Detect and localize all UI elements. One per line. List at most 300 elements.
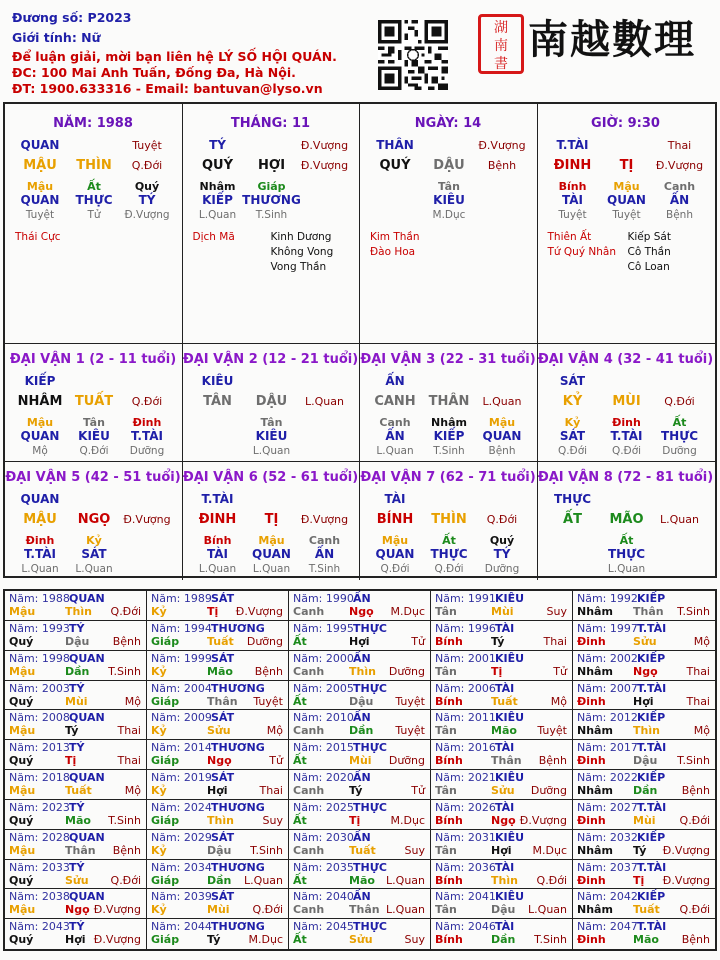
year-branch: Dần <box>633 784 658 797</box>
year-branch: Sửu <box>633 634 657 648</box>
year-life-stage: Mộ <box>693 634 710 648</box>
shen-sha-right: Vong Thần <box>270 261 327 273</box>
year-branch: Dậu <box>65 634 90 648</box>
ten-god: KIẾP <box>433 429 465 443</box>
year-ten-god: T.TÀI <box>637 920 667 934</box>
year-cell <box>573 681 715 711</box>
dai-van-can: BÍNH <box>376 512 414 527</box>
year-ten-god: ẤN <box>353 830 371 844</box>
year-ten-god: KIẾP <box>637 890 666 904</box>
hidden-stem: Mậu <box>613 180 640 193</box>
ten-god: QUAN <box>252 547 291 561</box>
life-stage: Tuyệt <box>612 209 641 221</box>
hidden-stem: Quý <box>134 180 160 193</box>
year-stem: Quý <box>9 754 34 768</box>
life-stage: Đ.Vượng <box>124 209 170 221</box>
year-branch: Hợi <box>349 634 370 648</box>
year-life-stage: Bệnh <box>681 933 710 947</box>
year-cell <box>147 770 289 800</box>
life-stage: T.Sinh <box>308 563 341 575</box>
year-stem: Quý <box>9 873 34 887</box>
year-stem: Giáp <box>151 754 180 768</box>
dai-van-right-star: L.Quan <box>305 395 344 408</box>
year-label: Năm: 2028 <box>9 830 70 844</box>
life-stage: M.Dục <box>432 209 466 221</box>
year-branch: Thìn <box>491 873 518 887</box>
year-stem: Bính <box>435 813 463 827</box>
life-stage: Q.Đới <box>611 445 642 457</box>
dai-van-right-star: Đ.Vượng <box>123 513 171 526</box>
year-branch: Mão <box>349 873 375 887</box>
year-branch: Ngọ <box>349 605 374 618</box>
life-stage: L.Quan <box>75 563 113 575</box>
year-branch: Sửu <box>349 933 373 947</box>
life-stage: Q.Đới <box>557 445 588 457</box>
year-ten-god: KIÊU <box>495 890 525 904</box>
year-label: Năm: 2011 <box>435 711 496 725</box>
year-label: Năm: 1998 <box>9 651 70 665</box>
year-label: Năm: 2027 <box>577 800 638 814</box>
year-stem: Kỷ <box>151 724 167 738</box>
pillar-right-star: Đ.Vượng <box>655 159 704 172</box>
ten-god: QUAN <box>607 193 646 207</box>
year-stem: Ất <box>293 634 307 648</box>
year-ten-god: TÝ <box>69 920 85 934</box>
year-cell <box>289 889 431 919</box>
year-label: Năm: 2004 <box>151 681 212 695</box>
year-cell <box>289 651 431 681</box>
hidden-stem: Nhâm <box>199 180 236 193</box>
year-cell <box>147 591 289 621</box>
year-stem: Bính <box>435 694 463 708</box>
year-stem: Ất <box>293 813 307 827</box>
year-stem: Tân <box>435 724 457 738</box>
year-label: Năm: 2007 <box>577 681 638 695</box>
hidden-stem: Mậu <box>26 416 54 429</box>
year-label: Năm: 2039 <box>151 890 212 904</box>
year-stem: Nhâm <box>577 724 613 738</box>
year-ten-god: TÀI <box>495 741 515 755</box>
year-life-stage: Đ.Vượng <box>93 933 141 947</box>
ten-god: TÝ <box>138 193 156 207</box>
life-stage: Q.Đới <box>380 563 410 575</box>
year-cell <box>431 740 573 770</box>
pillar-title: THÁNG: 11 <box>230 116 311 131</box>
year-branch: Mão <box>65 813 91 827</box>
hidden-stem: Đinh <box>132 416 162 429</box>
gender: Giới tính: Nữ <box>12 30 101 45</box>
year-branch: Hợi <box>633 694 654 708</box>
year-branch: Tý <box>349 784 363 797</box>
life-stage: L.Quan <box>198 209 237 221</box>
year-ten-god: QUAN <box>69 771 105 784</box>
year-cell <box>573 830 715 860</box>
year-cell <box>573 860 715 890</box>
year-ten-god: THỰC <box>353 860 387 874</box>
year-life-stage: Tử <box>269 754 283 768</box>
shen-sha-right: Cô Thần <box>627 246 671 258</box>
address-line: ĐC: 100 Mai Anh Tuấn, Đống Đa, Hà Nội. <box>12 65 296 80</box>
year-stem: Canh <box>293 664 325 678</box>
year-cell <box>431 919 573 949</box>
dai-van-right-star: Đ.Vượng <box>300 513 349 526</box>
year-life-stage: Suy <box>546 605 567 618</box>
year-life-stage: Bệnh <box>254 664 283 678</box>
year-life-stage: Q.Đới <box>536 873 567 887</box>
dai-van-can: TÂN <box>203 394 232 409</box>
year-stem: Giáp <box>151 634 180 648</box>
year-label: Năm: 1997 <box>577 621 638 635</box>
year-life-stage: Bệnh <box>112 843 141 857</box>
year-branch: Ngọ <box>633 664 658 678</box>
year-cell <box>573 710 715 740</box>
year-stem: Mậu <box>9 605 36 618</box>
year-life-stage: Tử <box>411 634 425 648</box>
year-ten-god: TÝ <box>69 800 85 814</box>
dai-van-title: ĐẠI VẬN 7 (62 - 71 tuổi) <box>360 470 536 485</box>
year-branch: Tý <box>207 933 221 947</box>
year-cell <box>5 770 147 800</box>
year-life-stage: Dưỡng <box>388 664 425 678</box>
dai-van-chi: DẬU <box>255 394 288 409</box>
year-cell <box>289 591 431 621</box>
hidden-stem: Bính <box>203 534 232 547</box>
year-branch: Dậu <box>633 754 658 768</box>
year-cell <box>5 710 147 740</box>
shen-sha-left: Thái Cực <box>15 231 61 243</box>
year-life-stage: Tử <box>411 784 425 797</box>
year-cell <box>431 591 573 621</box>
contact-line: Để luận giải, mời bạn liên hệ LÝ SỐ HỘI QUÁN. <box>12 49 337 64</box>
hidden-stem: Kỷ <box>564 416 581 429</box>
year-life-stage: Tử <box>553 664 567 678</box>
ten-god: QUAN <box>20 193 60 207</box>
year-cell <box>5 860 147 890</box>
year-cell <box>147 621 289 651</box>
dai-van-cell <box>183 344 361 462</box>
year-cell <box>431 770 573 800</box>
year-branch: Hợi <box>491 843 512 857</box>
dai-van-right-star: L.Quan <box>660 513 699 526</box>
year-life-stage: Thai <box>686 664 710 678</box>
year-ten-god: KIÊU <box>495 651 525 665</box>
ten-god: ẤN <box>669 193 690 207</box>
year-label: Năm: 2042 <box>577 890 638 904</box>
year-branch: Tuất <box>207 634 234 648</box>
hidden-stem: Giáp <box>257 180 286 193</box>
hidden-stem: Tân <box>83 416 105 429</box>
life-stage: Q.Đới <box>79 445 109 457</box>
year-label: Năm: 2000 <box>293 651 354 665</box>
year-ten-god: ẤN <box>353 592 371 605</box>
year-ten-god: THƯƠNG <box>211 741 265 755</box>
year-branch: Hợi <box>65 933 86 947</box>
ten-god: QUAN <box>482 429 522 443</box>
year-ten-god: TÀI <box>495 860 515 874</box>
year-branch: Tuất <box>349 843 376 857</box>
hidden-stem: Mậu <box>258 534 285 547</box>
year-ten-god: TÀI <box>495 681 515 695</box>
pillar-top-right: Thai <box>667 139 692 152</box>
year-cell <box>5 591 147 621</box>
year-label: Năm: 2032 <box>577 830 638 844</box>
year-life-stage: Đ.Vượng <box>662 873 710 887</box>
year-label: Năm: 2010 <box>293 711 354 725</box>
year-label: Năm: 2016 <box>435 741 496 755</box>
year-ten-god: THƯƠNG <box>211 681 265 695</box>
ten-god: SÁT <box>81 547 107 561</box>
year-label: Năm: 2026 <box>435 800 496 814</box>
year-stem: Quý <box>9 813 34 827</box>
dai-van-chi: TỊ <box>264 512 279 527</box>
year-ten-god: TÝ <box>69 741 85 755</box>
pillar-cell <box>183 104 361 344</box>
year-life-stage: T.Sinh <box>250 843 283 857</box>
hidden-stem: Tân <box>260 416 283 429</box>
year-life-stage: Mộ <box>550 694 567 708</box>
year-ten-god: TÀI <box>495 920 515 934</box>
year-cell <box>573 770 715 800</box>
hidden-stem: Ất <box>619 534 634 547</box>
ten-god: THỰC <box>75 193 113 207</box>
year-branch: Dần <box>207 873 232 887</box>
year-life-stage: L.Quan <box>386 903 425 917</box>
year-cell <box>147 860 289 890</box>
year-cell <box>289 919 431 949</box>
year-stem: Nhâm <box>577 903 613 917</box>
year-stem: Nhâm <box>577 605 613 618</box>
dai-van-title: ĐẠI VẬN 2 (12 - 21 tuổi) <box>182 352 359 367</box>
year-label: Năm: 2005 <box>293 681 354 695</box>
header <box>0 0 720 100</box>
logo-text: 南越數理 <box>528 16 696 63</box>
year-ten-god: THƯƠNG <box>211 800 265 814</box>
year-label: Năm: 2031 <box>435 830 496 844</box>
year-label: Năm: 2033 <box>9 860 70 874</box>
dai-van-cell <box>538 344 716 462</box>
year-life-stage: Tuyệt <box>395 724 425 738</box>
life-stage: Mộ <box>32 445 48 457</box>
year-branch: Tý <box>491 634 505 648</box>
year-stem: Bính <box>435 634 463 648</box>
ten-god: SÁT <box>559 429 586 443</box>
life-stage: L.Quan <box>607 563 646 575</box>
qr-code-icon <box>378 20 448 90</box>
year-stem: Đinh <box>577 933 606 947</box>
dai-van-cell <box>5 462 183 580</box>
year-cell <box>431 621 573 651</box>
year-label: Năm: 1989 <box>151 592 212 605</box>
year-stem: Bính <box>435 754 463 768</box>
year-ten-god: T.TÀI <box>637 681 667 695</box>
year-stem: Bính <box>435 873 463 887</box>
yearly-luck-table <box>3 589 717 951</box>
dai-van-cell <box>360 462 538 580</box>
year-stem: Đinh <box>577 873 606 887</box>
year-branch: Thân <box>65 843 96 857</box>
pillar-can: ĐINH <box>553 158 592 173</box>
year-branch: Thân <box>349 903 380 917</box>
year-ten-god: SÁT <box>211 771 235 784</box>
dai-van-cell <box>5 344 183 462</box>
year-label: Năm: 2036 <box>435 860 496 874</box>
year-life-stage: T.Sinh <box>677 754 710 768</box>
shen-sha-right: Cô Loan <box>627 261 670 273</box>
life-stage: Dưỡng <box>662 445 697 457</box>
dai-van-title: ĐẠI VẬN 5 (42 - 51 tuổi) <box>5 470 181 485</box>
hidden-stem: Đinh <box>25 534 55 547</box>
year-ten-god: THỰC <box>353 800 387 814</box>
year-ten-god: TÀI <box>495 621 515 635</box>
year-branch: Tị <box>207 605 219 618</box>
year-ten-god: SÁT <box>211 592 235 605</box>
year-label: Năm: 2008 <box>9 711 70 725</box>
owner-name: Đương số: P2023 <box>12 10 132 25</box>
dai-van-title: ĐẠI VẬN 8 (72 - 81 tuổi) <box>537 470 714 485</box>
hidden-stem: Mậu <box>26 180 54 193</box>
year-label: Năm: 2017 <box>577 741 638 755</box>
year-branch: Tuất <box>65 784 92 797</box>
dai-van-chi: TUẤT <box>74 394 114 409</box>
year-cell <box>147 681 289 711</box>
year-label: Năm: 2022 <box>577 771 638 784</box>
dai-van-title: ĐẠI VẬN 1 (2 - 11 tuổi) <box>9 352 177 367</box>
year-branch: Dần <box>349 724 374 738</box>
year-ten-god: SÁT <box>211 830 235 844</box>
life-stage: L.Quan <box>376 445 414 457</box>
year-ten-god: QUAN <box>69 890 105 904</box>
dai-van-can: CANH <box>374 394 416 409</box>
year-life-stage: Thai <box>117 724 141 738</box>
year-stem: Quý <box>9 933 34 947</box>
year-label: Năm: 1994 <box>151 621 212 635</box>
year-branch: Tị <box>349 813 361 827</box>
year-life-stage: Thai <box>686 694 710 708</box>
year-cell <box>289 830 431 860</box>
year-stem: Tân <box>435 843 457 857</box>
year-ten-god: QUAN <box>69 830 105 844</box>
pillar-top-right: Đ.Vượng <box>478 139 526 152</box>
year-stem: Kỷ <box>151 605 167 618</box>
pillar-top-star: THÂN <box>376 138 414 152</box>
pillar-can: QUÝ <box>201 158 234 173</box>
year-branch: Mùi <box>65 694 88 708</box>
year-label: Năm: 2023 <box>9 800 70 814</box>
year-branch: Tý <box>65 724 79 738</box>
year-cell <box>5 621 147 651</box>
ten-god: KIÊU <box>255 429 288 443</box>
shen-sha-right: Kiếp Sát <box>627 231 671 243</box>
year-stem: Kỷ <box>151 784 167 797</box>
year-branch: Tuất <box>491 694 518 708</box>
dai-van-can: KỶ <box>562 394 583 409</box>
hidden-stem: Mậu <box>488 416 516 429</box>
dai-van-top-star: KIẾP <box>24 374 56 388</box>
year-cell <box>5 919 147 949</box>
year-branch: Thìn <box>207 813 234 827</box>
year-life-stage: Suy <box>404 933 425 947</box>
year-branch: Tị <box>65 754 77 768</box>
year-life-stage: Q.Đới <box>110 605 141 618</box>
year-label: Năm: 2021 <box>435 771 496 784</box>
pillar-top-star: QUAN <box>20 138 60 152</box>
year-life-stage: Dưỡng <box>388 754 425 768</box>
year-cell <box>431 710 573 740</box>
year-ten-god: KIẾP <box>637 771 666 784</box>
year-stem: Giáp <box>151 694 180 708</box>
year-label: Năm: 2043 <box>9 920 70 934</box>
pillar-title: NGÀY: 14 <box>414 116 482 131</box>
year-stem: Tân <box>435 605 457 618</box>
year-cell <box>147 919 289 949</box>
year-stem: Ất <box>293 754 307 768</box>
dai-van-top-star: ẤN <box>385 374 405 388</box>
year-cell <box>147 889 289 919</box>
year-label: Năm: 1988 <box>9 592 70 605</box>
year-label: Năm: 1990 <box>293 592 354 605</box>
year-life-stage: Mộ <box>266 724 283 738</box>
year-stem: Đinh <box>577 694 606 708</box>
year-ten-god: T.TÀI <box>637 741 667 755</box>
life-stage: Q.Đới <box>434 563 464 575</box>
dai-van-right-star: L.Quan <box>482 395 522 408</box>
year-cell <box>289 800 431 830</box>
pillar-cell <box>360 104 538 344</box>
year-stem: Đinh <box>577 813 606 827</box>
year-cell <box>573 740 715 770</box>
year-ten-god: ẤN <box>353 890 371 904</box>
dai-van-top-star: SÁT <box>559 374 586 388</box>
life-stage: Bệnh <box>666 209 693 221</box>
year-cell <box>147 800 289 830</box>
year-stem: Mậu <box>9 724 36 738</box>
year-label: Năm: 2003 <box>9 681 70 695</box>
life-stage: L.Quan <box>198 563 237 575</box>
year-label: Năm: 2001 <box>435 651 496 665</box>
hidden-stem: Nhâm <box>431 416 467 429</box>
ten-god: TÝ <box>493 547 511 561</box>
year-cell <box>5 740 147 770</box>
year-cell <box>289 681 431 711</box>
year-stem: Kỷ <box>151 664 167 678</box>
year-life-stage: Mộ <box>124 694 141 708</box>
hidden-stem: Canh <box>308 534 341 547</box>
hidden-stem: Canh <box>379 416 411 429</box>
dai-van-right-star: Q.Đới <box>664 395 695 408</box>
year-label: Năm: 2037 <box>577 860 638 874</box>
year-cell <box>573 889 715 919</box>
year-branch: Dậu <box>491 903 516 917</box>
ten-god: TÀI <box>206 547 229 561</box>
dai-van-chi: THÂN <box>428 394 470 409</box>
hidden-stem: Kỷ <box>86 534 102 547</box>
year-label: Năm: 2029 <box>151 830 212 844</box>
year-cell <box>5 651 147 681</box>
year-ten-god: T.TÀI <box>637 860 667 874</box>
year-life-stage: Dưỡng <box>530 784 567 797</box>
year-label: Năm: 2013 <box>9 741 70 755</box>
year-label: Năm: 1991 <box>435 592 496 605</box>
year-branch: Dần <box>65 664 90 678</box>
year-ten-god: QUAN <box>69 711 105 725</box>
year-label: Năm: 2002 <box>577 651 638 665</box>
year-branch: Mùi <box>491 605 514 618</box>
year-label: Năm: 2034 <box>151 860 212 874</box>
life-stage: Tuyệt <box>558 209 587 221</box>
year-cell <box>289 710 431 740</box>
year-stem: Giáp <box>151 813 180 827</box>
year-label: Năm: 1995 <box>293 621 354 635</box>
